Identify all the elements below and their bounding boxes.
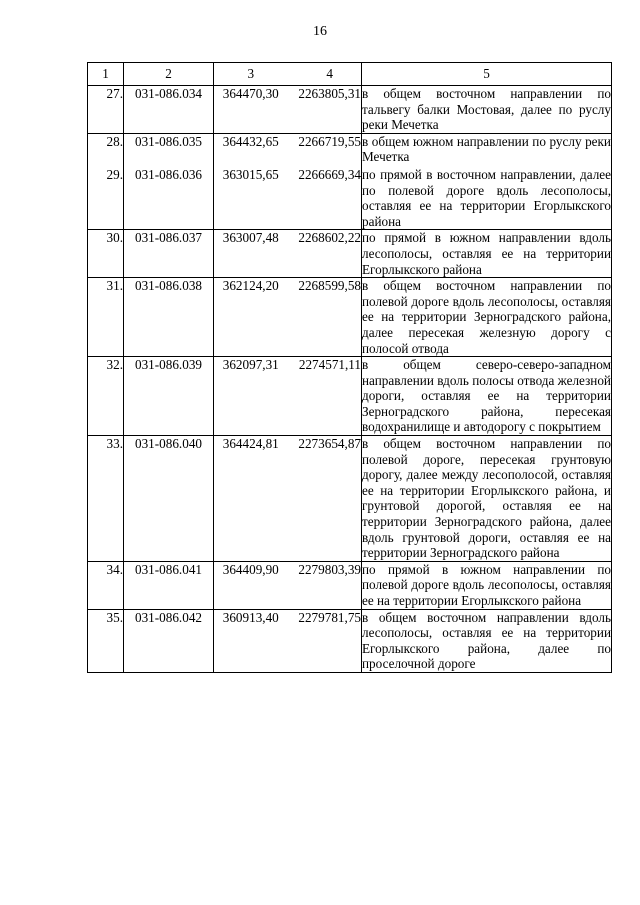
point-code: 031-086.035 [124,133,214,165]
coord-y: 2268599,58 [288,278,362,357]
coord-x: 364470,30 [214,86,288,134]
table-row [88,357,612,436]
coord-y: 2266719,55 [288,133,362,165]
table-row [88,86,612,134]
point-code: 031-086.038 [124,278,214,357]
point-code: 031-086.040 [124,436,214,562]
coord-y: 2263805,31 [288,86,362,134]
header-col-5: 5 [362,63,612,86]
coord-y: 2268602,22 [288,230,362,278]
boundary-description: по прямой в южном направлении по полевой дороге вдоль лесополосы, оставляя ее на территории Егорлыкского района [362,561,611,608]
point-code: 031-086.042 [124,609,214,672]
row-number: 34. [88,561,124,609]
table-header-row [88,63,612,86]
coord-y: 2266669,34 [288,165,362,230]
row-number: 33. [88,436,124,562]
table-row [88,436,612,562]
row-number: 32. [88,357,124,436]
point-code: 031-086.036 [124,165,214,230]
boundary-description: в общем южном направлении по руслу реки Мечетка [362,133,611,165]
boundary-description: в общем восточном направлении вдоль лесополосы, оставляя ее на территории Егорлыкского района, далее по проселочной дороге [362,609,611,672]
coord-x: 363015,65 [214,165,288,230]
header-col-3: 3 [214,63,288,86]
table-row [88,133,612,165]
boundary-description: в общем восточном направлении по полевой дороге, пересекая грунтовую дорогу, далее между лесополосой, оставляя ее на территории Егорлыкского района, и грунтовой дорогой, оставляя ее на территории Зерноградского района, далее вдоль грунтовой дороги, оставляя ее на территории Зерноградского района [362,436,611,561]
coord-x: 364424,81 [214,436,288,562]
coord-y: 2273654,87 [288,436,362,562]
coord-x: 364432,65 [214,133,288,165]
coord-x: 363007,48 [214,230,288,278]
coord-x: 362097,31 [214,357,288,436]
page-number: 16 [313,24,327,39]
coord-y: 2279781,75 [288,609,362,672]
row-number: 29. [88,165,124,230]
header-col-1: 1 [88,63,124,86]
coord-x: 360913,40 [214,609,288,672]
row-number: 27. [88,86,124,134]
coord-y: 2274571,11 [288,357,362,436]
boundary-description: в общем северо-северо-западном направлении вдоль полосы отвода железной дороги, оставляя ее на территории Зерноградского района, пересекая водохранилище и автодорогу с покрытием [362,357,611,435]
coord-x: 364409,90 [214,561,288,609]
boundary-description: в общем восточном направлении по полевой дороге вдоль лесополосы, оставляя ее на территории Зерноградского района, далее пересекая железную дорогу с полосой отвода [362,278,611,356]
row-number: 30. [88,230,124,278]
header-col-4: 4 [288,63,362,86]
table-row [88,230,612,278]
boundary-description: по прямой в южном направлении вдоль лесополосы, оставляя ее на территории Егорлыкского района [362,230,611,277]
row-number: 28. [88,133,124,165]
row-number: 31. [88,278,124,357]
point-code: 031-086.039 [124,357,214,436]
point-code: 031-086.037 [124,230,214,278]
coord-y: 2279803,39 [288,561,362,609]
header-col-2: 2 [124,63,214,86]
point-code: 031-086.034 [124,86,214,134]
table-row [88,561,612,609]
boundary-description: в общем восточном направлении по тальвегу балки Мостовая, далее по руслу реки Мечетка [362,86,611,133]
coord-x: 362124,20 [214,278,288,357]
table-row [88,165,612,230]
table-row [88,609,612,672]
row-number: 35. [88,609,124,672]
boundary-points-table [87,62,612,673]
point-code: 031-086.041 [124,561,214,609]
table-row [88,278,612,357]
boundary-description: по прямой в восточном направлении, далее по полевой дороге вдоль лесополосы, оставляя ее на территории Егорлыкского района [362,166,611,229]
